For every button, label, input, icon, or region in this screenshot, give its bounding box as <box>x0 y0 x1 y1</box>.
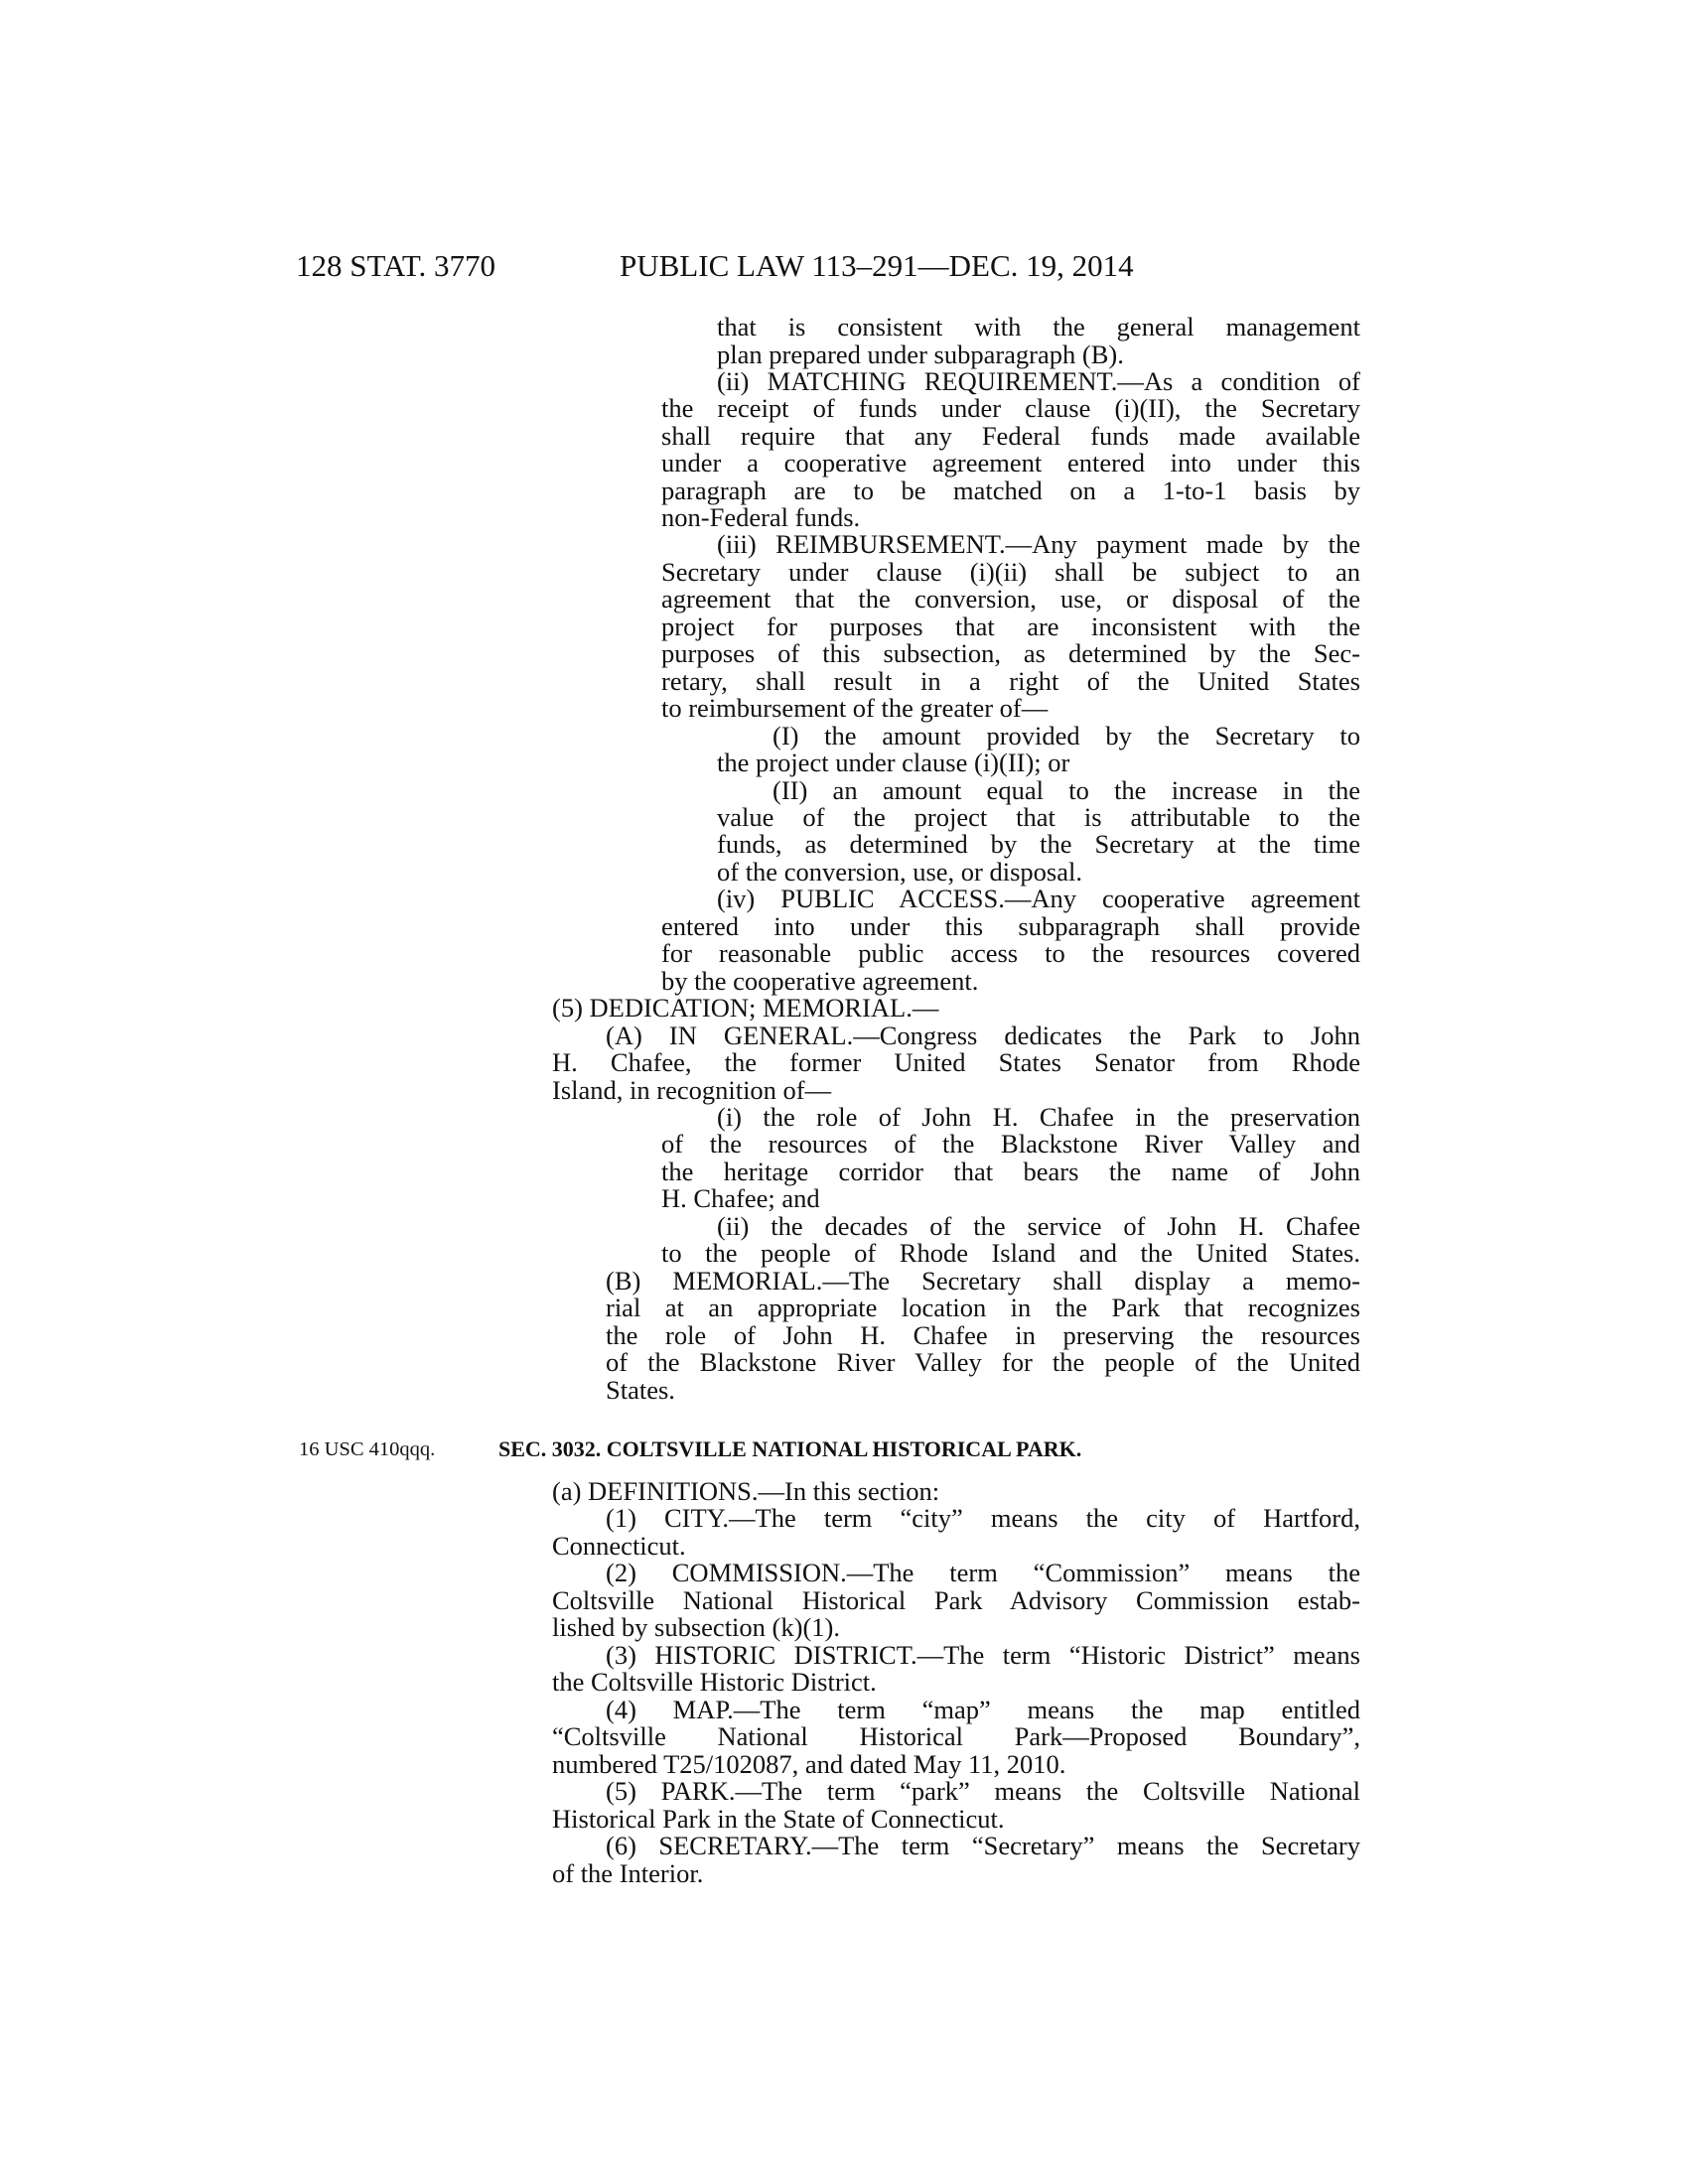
running-header: PUBLIC LAW 113–291—DEC. 19, 2014 <box>620 248 1134 283</box>
text-line: that is consistent with the general management <box>717 312 1360 341</box>
text-line: Island, in recognition of— <box>552 1075 832 1105</box>
text-line: of the Blackstone River Valley for the people of the United <box>606 1347 1360 1377</box>
text-line: by the cooperative agreement. <box>661 966 979 996</box>
text-line: Historical Park in the State of Connecticut. <box>552 1804 1005 1834</box>
text-line: (A) IN GENERAL.—Congress dedicates the Park to John <box>606 1021 1360 1050</box>
text-line: (ii) MATCHING REQUIREMENT.—As a condition of <box>717 366 1360 396</box>
text-line: (5) PARK.—The term “park” means the Coltsville National <box>606 1776 1360 1806</box>
text-line: for reasonable public access to the resources covered <box>661 938 1360 968</box>
text-line: value of the project that is attributable to the <box>717 802 1360 832</box>
text-line: agreement that the conversion, use, or disposal of the <box>661 584 1360 614</box>
text-line: (6) SECRETARY.—The term “Secretary” means the Secretary <box>606 1831 1360 1860</box>
text-line: (2) COMMISSION.—The term “Commission” means the <box>606 1558 1360 1587</box>
text-line: (ii) the decades of the service of John H. Chafee <box>717 1211 1360 1241</box>
text-line: Connecticut. <box>552 1531 686 1561</box>
text-line: H. Chafee, the former United States Senator from Rhode <box>552 1047 1360 1077</box>
text-line: to the people of Rhode Island and the United States. <box>661 1238 1360 1268</box>
text-line: retary, shall result in a right of the United States <box>661 666 1360 696</box>
text-line: (iii) REIMBURSEMENT.—Any payment made by the <box>717 529 1360 559</box>
text-line: (i) the role of John H. Chafee in the preservation <box>717 1102 1360 1132</box>
text-line: H. Chafee; and <box>661 1183 820 1213</box>
text-line: (5) DEDICATION; MEMORIAL.— <box>552 993 939 1023</box>
text-line: non-Federal funds. <box>661 502 861 532</box>
text-line: the heritage corridor that bears the name of John <box>661 1157 1360 1186</box>
text-line: (a) DEFINITIONS.—In this section: <box>552 1476 940 1506</box>
text-line: (3) HISTORIC DISTRICT.—The term “Historic District” means <box>606 1640 1360 1670</box>
text-line: Secretary under clause (i)(ii) shall be subject to an <box>661 557 1360 587</box>
text-line: the role of John H. Chafee in preserving the resources <box>606 1320 1360 1350</box>
text-line: numbered T25/102087, and dated May 11, 2010. <box>552 1749 1066 1779</box>
page-citation: 128 STAT. 3770 <box>296 248 496 283</box>
section-heading: SEC. 3032. COLTSVILLE NATIONAL HISTORICAL PARK. <box>498 1436 1082 1461</box>
text-line: (II) an amount equal to the increase in the <box>773 775 1360 805</box>
text-line: entered into under this subparagraph shall provide <box>661 911 1360 941</box>
text-line: the project under clause (i)(II); or <box>717 748 1070 777</box>
text-line: Coltsville National Historical Park Advisory Commission estab- <box>552 1585 1360 1615</box>
text-line: project for purposes that are inconsistent with the <box>661 612 1360 641</box>
text-line: of the conversion, use, or disposal. <box>717 857 1082 887</box>
text-line: of the Interior. <box>552 1858 704 1888</box>
text-line: shall require that any Federal funds made available <box>661 421 1360 451</box>
text-line: (iv) PUBLIC ACCESS.—Any cooperative agreement <box>717 884 1360 913</box>
text-line: (4) MAP.—The term “map” means the map entitled <box>606 1695 1360 1724</box>
text-line: plan prepared under subparagraph (B). <box>717 340 1124 369</box>
text-line: “Coltsville National Historical Park—Proposed Boundary”, <box>552 1721 1360 1751</box>
text-line: States. <box>606 1375 675 1405</box>
text-line: the Coltsville Historic District. <box>552 1667 877 1697</box>
text-line: funds, as determined by the Secretary at the time <box>717 829 1360 859</box>
usc-margin-citation: 16 USC 410qqq. <box>299 1438 436 1460</box>
text-line: of the resources of the Blackstone River Valley and <box>661 1129 1360 1159</box>
text-line: (1) CITY.—The term “city” means the city of Hartford, <box>606 1503 1360 1533</box>
text-line: (B) MEMORIAL.—The Secretary shall display a memo- <box>606 1266 1360 1296</box>
text-line: under a cooperative agreement entered into under this <box>661 448 1360 478</box>
text-line: lished by subsection (k)(1). <box>552 1612 840 1642</box>
text-line: (I) the amount provided by the Secretary to <box>773 721 1360 751</box>
text-line: the receipt of funds under clause (i)(II), the Secretary <box>661 393 1360 423</box>
text-line: to reimbursement of the greater of— <box>661 693 1049 723</box>
text-line: rial at an appropriate location in the Park that recognizes <box>606 1293 1360 1322</box>
text-line: purposes of this subsection, as determined by the Sec- <box>661 638 1360 668</box>
text-line: paragraph are to be matched on a 1-to-1 basis by <box>661 476 1360 505</box>
